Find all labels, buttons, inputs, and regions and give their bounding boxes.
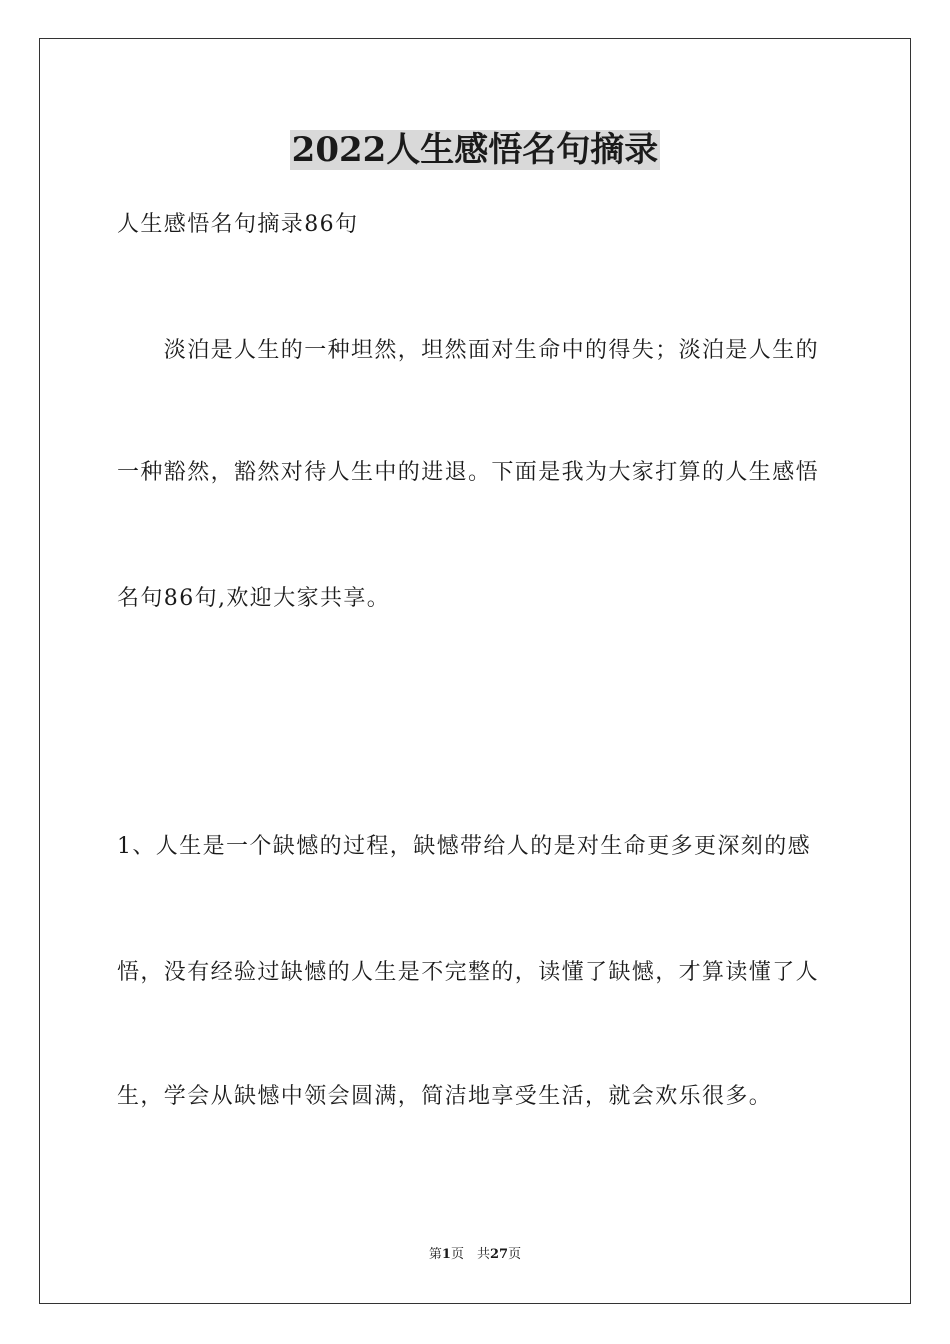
footer-total-pages: 27 [489,1247,509,1262]
item-1-line-2: 悟，没有经验过缺憾的人生是不完整的，读懂了缺憾，才算读懂了人 [117,960,820,985]
footer-mid: 页 共 [450,1247,490,1262]
item-1-line-3: 生，学会从缺憾中领会圆满，简洁地享受生活，就会欢乐很多。 [117,1084,773,1109]
intro-line-1: 淡泊是人生的一种坦然，坦然面对生命中的得失；淡泊是人生的 [117,338,820,363]
item-1-line-1: 1、人生是一个缺憾的过程，缺憾带给人的是对生命更多更深刻的感 [117,834,811,859]
footer-prefix: 第 [428,1247,442,1262]
footer-page-number: 1 [441,1247,451,1262]
footer-suffix: 页 [508,1247,522,1262]
page-footer [0,1246,950,1264]
intro-line-3: 名句86句,欢迎大家共享。 [117,586,391,611]
document-subtitle: 人生感悟名句摘录86句 [117,212,359,237]
document-title-text: 2022人生感悟名句摘录 [291,130,659,170]
document-title [0,126,950,174]
intro-line-2: 一种豁然，豁然对待人生中的进退。下面是我为大家打算的人生感悟 [117,460,820,485]
